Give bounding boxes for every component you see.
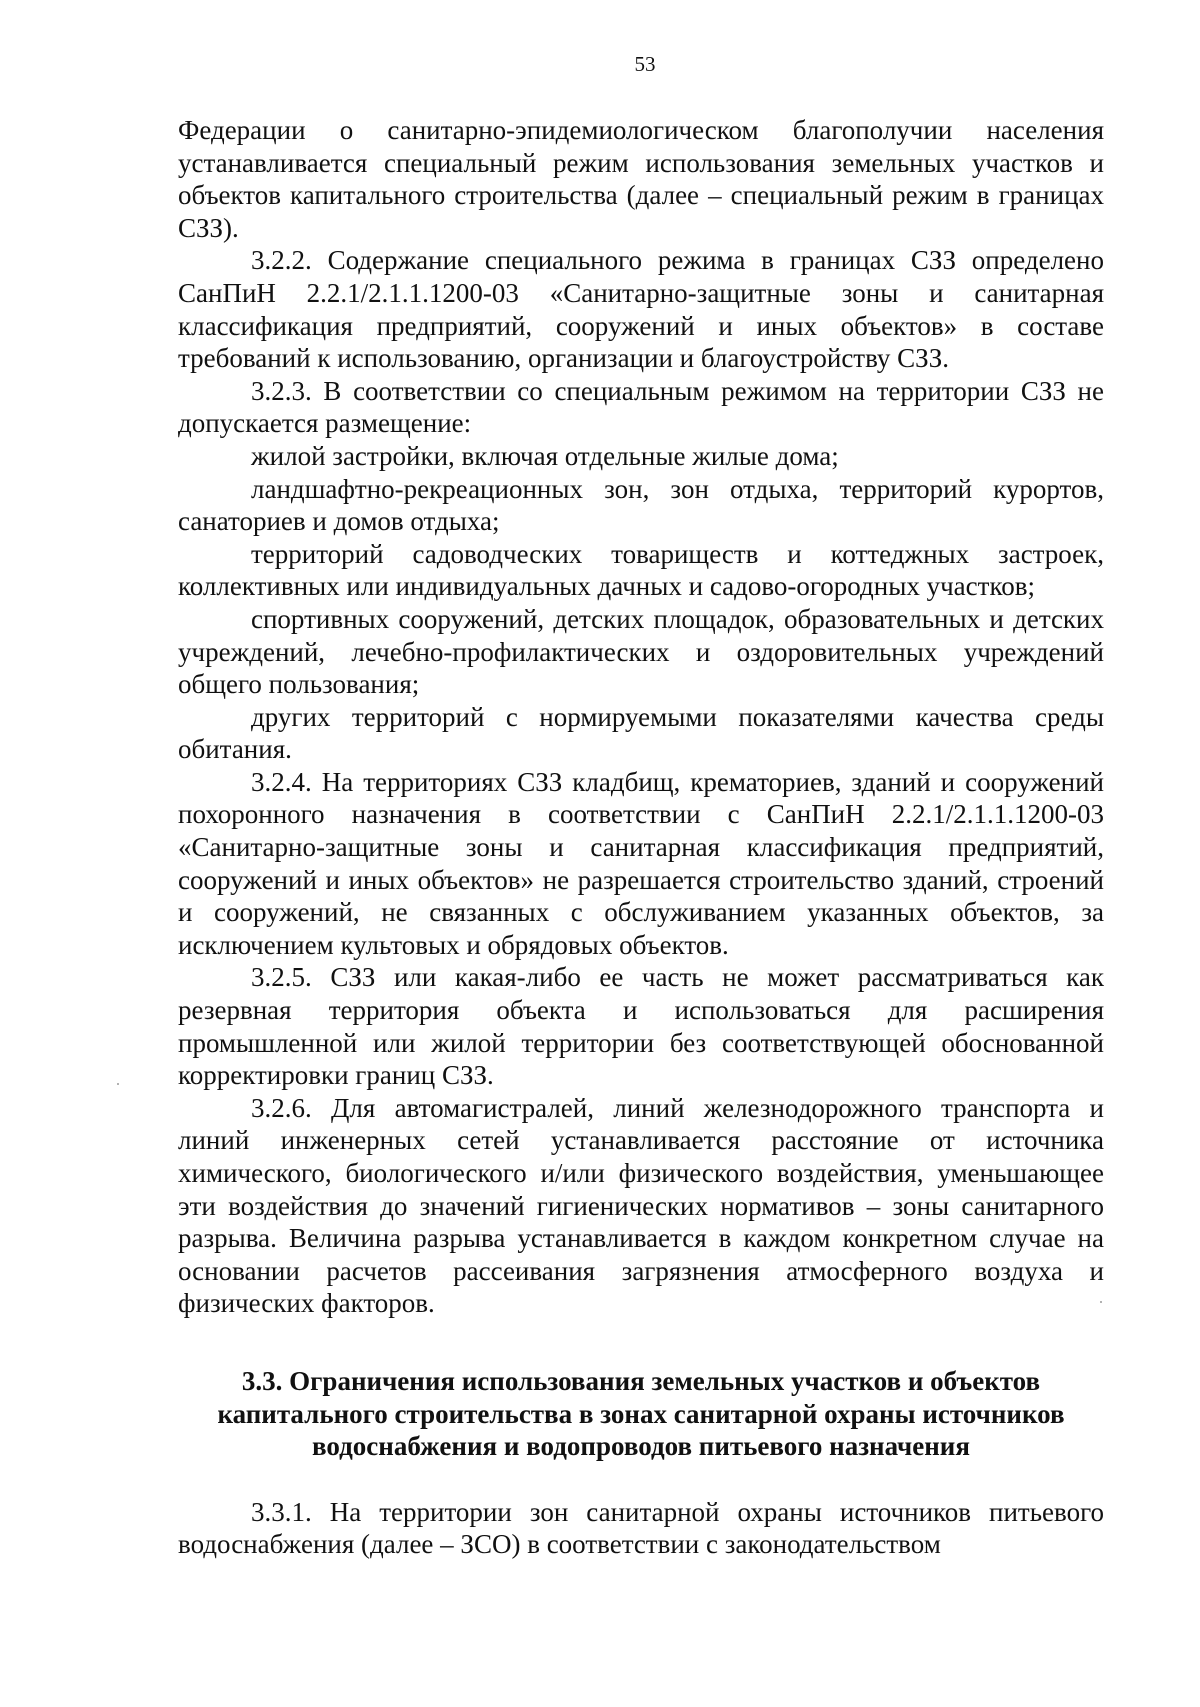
list-item-other-territories: других территорий с нормируемыми показателями качества среды обитания. (178, 701, 1104, 765)
section-heading-3-3 (178, 1365, 1104, 1463)
section-heading-line: водоснабжения и водопроводов питьевого назначения (312, 1431, 970, 1462)
scan-artifact (1100, 1301, 1102, 1303)
list-item-garden-plots: территорий садоводческих товариществ и коттеджных застроек, коллективных или индивидуальных дачных и садово-огородных участков; (178, 538, 1104, 602)
list-item-sports-education: спортивных сооружений, детских площадок, образовательных и детских учреждений, лечебно-профилактических и оздоровительных учреждений общего пользования; (178, 603, 1104, 700)
document-body (178, 114, 1104, 1561)
paragraph-3-2-5: 3.2.5. СЗЗ или какая-либо ее часть не может рассматриваться как резервная территория объекта и использоваться для расширения промышленной или жилой территории без соответствующей обоснованной корректировки границ СЗЗ. (178, 962, 1104, 1091)
list-item-recreational: ландшафтно-рекреационных зон, зон отдыха, территорий курортов, санаториев и домов отдыха; (178, 473, 1104, 537)
paragraph-3-3-1: 3.3.1. На территории зон санитарной охраны источников питьевого водоснабжения (далее – ЗСО) в соответствии с законодательством (178, 1496, 1104, 1560)
paragraph-continuation: Федерации о санитарно-эпидемиологическом благополучии населения устанавливается специальный режим использования земельных участков и объектов капитального строительства (далее – специальный режим в границах СЗЗ). (178, 115, 1104, 243)
page-number: 53 (634, 52, 656, 76)
paragraph-3-2-2: 3.2.2. Содержание специального режима в границах СЗЗ определено СанПиН 2.2.1/2.1.1.1200-03 «Санитарно-защитные зоны и санитарная классификация предприятий, сооружений и иных объектов» в составе требований к использованию, организации и благоустройству СЗЗ. (178, 245, 1104, 374)
section-heading-line: 3.3. Ограничения использования земельных участков и объектов (241, 1365, 1041, 1396)
list-item-residential: жилой застройки, включая отдельные жилые дома; (251, 440, 839, 471)
scan-artifact (117, 1083, 119, 1085)
paragraph-3-2-3: 3.2.3. В соответствии со специальным режимом на территории СЗЗ не допускается размещение: (178, 375, 1104, 439)
paragraph-3-2-4: 3.2.4. На территориях СЗЗ кладбищ, крематориев, зданий и сооружений похоронного назначения в соответствии с СанПиН 2.2.1/2.1.1.1200-03 «Санитарно-защитные зоны и санитарная классификация предприятий, сооружений и иных объектов» не разрешается строительство зданий, строений и сооружений, не связанных с обслуживанием указанных объектов, за исключением культовых и обрядовых объектов. (178, 766, 1104, 960)
paragraph-3-2-6: 3.2.6. Для автомагистралей, линий железнодорожного транспорта и линий инженерных сетей устанавливается расстояние от источника химического, биологического и/или физического воздействия, уменьшающее эти воздействия до значений гигиенических нормативов – зоны санитарного разрыва. Величина разрыва устанавливается в каждом конкретном случае на основании расчетов рассеивания загрязнения атмосферного воздуха и физических факторов. (178, 1092, 1104, 1319)
section-heading-line: капитального строительства в зонах санитарной охраны источников (217, 1398, 1065, 1429)
